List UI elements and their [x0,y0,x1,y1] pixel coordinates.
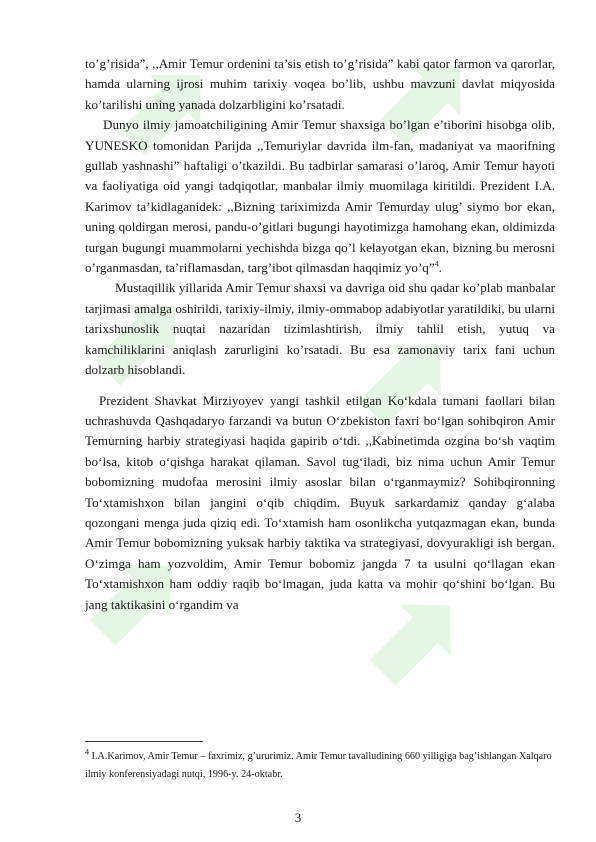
paragraph-2-end: . [438,260,442,276]
document-body [85,54,555,615]
paragraph-2 [85,115,555,278]
paragraph-2-text: Dunyo ilmiy jamoatchiligining Amir Temur shaxsiga bo’lgan e’tiborini hisobga olib, YUNESKO tomonidan Parijda ,,Temuriylar davrida ilm-fan, madaniyat va maorifning gullab yashnashi” haftaligi o’tkazildi. Bu tadbirlar samarasi o’laroq, Amir Temur hayoti va faoliyatiga oid yangi tadqiqotlar, manbalar ilmiy muomilaga kiritildi. Prezident I.A. Karimov ta’kidlaganidek: ,,Bizning tariximizda Amir Temurday ulug’ siymo bor ekan, uning qoldirgan merosi, pandu-o’gitlari bugungi hayotimizga hamohang ekan, oldimizda turgan bugungi muammolarni yechishda bizga qo’l kelayotgan ekan, bizning bu merosni o’rganmasdan, ta’riflamasdan, targ’ibot qilmasdan haqqimiz yo’q” [85,117,555,276]
footnote-text: I.A.Karimov, Amir Temur – faxrimiz, g’ururimiz. Amir Temur tavalludining 660 yilligiga bag’ishlangan Xalqaro ilmiy konferensiyadagi nutqi, 1996-y. 24-oktabr. [85,751,552,780]
footnote-divider [85,741,203,742]
page-number: 3 [294,810,302,825]
footnote-number: 4 [85,747,89,757]
footnote [85,748,555,784]
paragraph-1: to’g’risida”, ,,Amir Temur ordenini ta’sis etish to’g’risida” kabi qator farmon va qarorlar, hamda ularning ijrosi muhim tarixiy voqea bo’lib, ushbu mavzuni davlat miqyosida ko’tarilishi uning yanada dolzarbligini ko’rsatadi. [85,56,555,112]
footnote-ref[interactable]: 4 [434,259,439,269]
paragraph-3: Mustaqillik yillarida Amir Temur shaxsi va davriga oid shu qadar ko’plab manbalar tarjimasi amalga oshirildi, tarixiy-ilmiy, ilmiy-ommabop adabiyotlar yaratildiki, bu ularni tarixshunoslik nuqtai nazaridan tizimlashtirish, ilmiy tahlil etish, yutuq va kamchiliklarini aniqlash zarurligini ko’rsatadi. Bu esa zamonaviy tarix fani uchun dolzarb hisoblandi. [85,280,555,378]
paragraph-4: Prezident Shavkat Mirziyoyev yangi tashkil etilgan Ko‘kdala tumani faollari bilan uchrashuvda Qashqadaryo farzandi va butun O‘zbekiston faxri bo‘lgan sohibqiron Amir Temurning harbiy strategiyasi haqida gapirib o‘tdi. ,,Kabinetimda ozgina bo‘sh vaqtim bo‘lsa, kitob o‘qishga harakat qilaman. Savol tug‘iladi, biz nima uchun Amir Temur bobomizning mudofaa merosini ilmiy asoslar bilan o‘rganmaymiz? Sohibqironning To‘xtamishxon bilan jangini o‘qib chiqdim. Buyuk sarkardamiz qanday g‘alaba qozongani menga juda qiziq edi. To‘xtamish ham osonlikcha yutqazmagan ekan, bunda Amir Temur bobomizning yuksak harbiy taktika va strategiyasi, dovyurakligi ish bergan. O‘zimga ham yozvoldim, Amir Temur bobomiz jangda 7 ta usulni qo‘llagan ekan To‘xtamishxon ham oddiy raqib bo‘lmagan, juda katta va mohir qo‘shini bo‘lgan. Bu jang taktikasini o‘rgandim va [85,392,555,612]
